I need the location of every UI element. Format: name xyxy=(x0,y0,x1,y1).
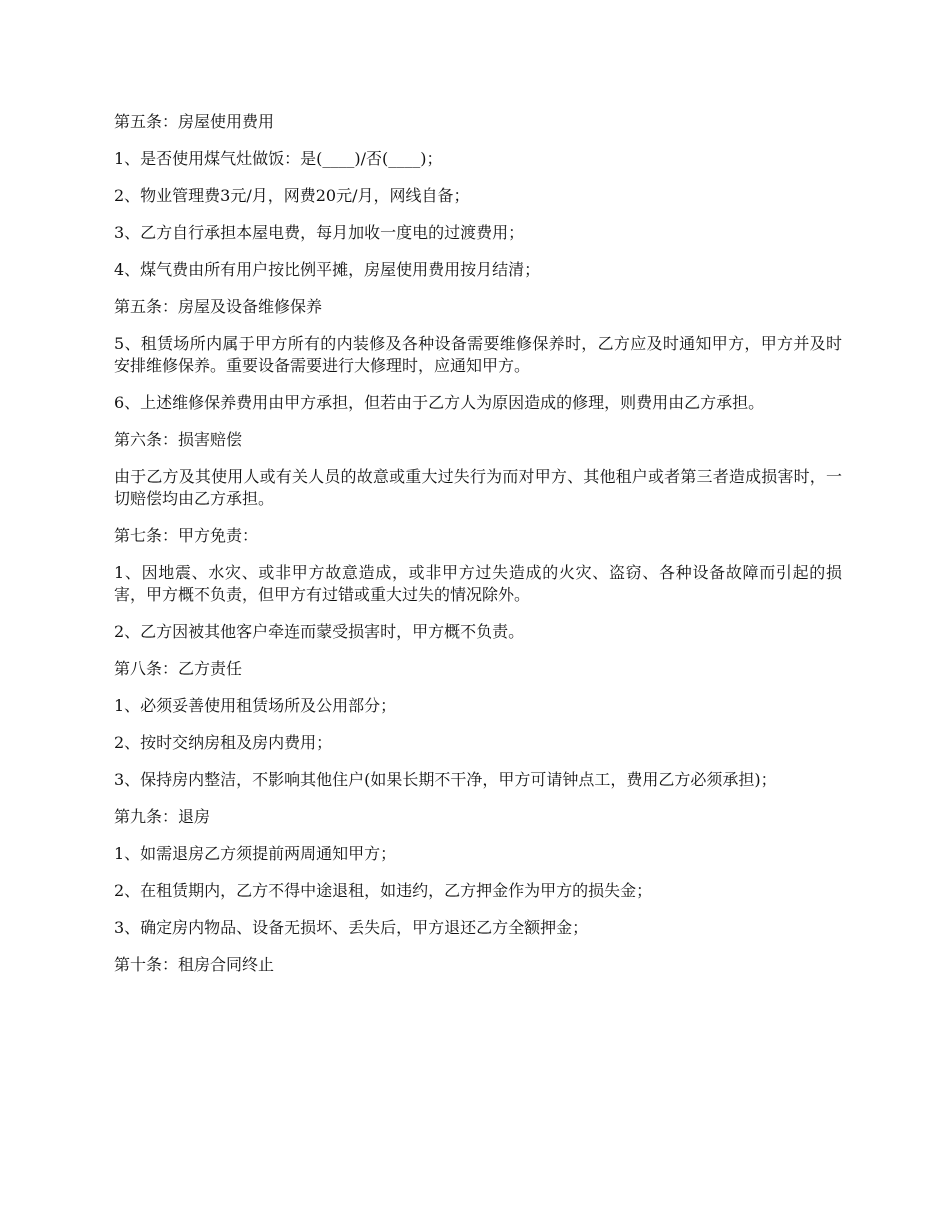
clause-item: 4、煤气费由所有用户按比例平摊，房屋使用费用按月结清； xyxy=(114,260,541,279)
clause-item: 2、乙方因被其他客户牵连而蒙受损害时，甲方概不负责。 xyxy=(114,622,525,641)
clause-item: 1、必须妥善使用租赁场所及公用部分； xyxy=(114,696,397,715)
clause-item: 1、因地震、水灾、或非甲方故意造成，或非甲方过失造成的火灾、盗窃、各种设备故障而引起的损害，甲方概不负责，但甲方有过错或重大过失的情况除外。 xyxy=(114,563,842,604)
clause-item: 3、确定房内物品、设备无损坏、丢失后，甲方退还乙方全额押金； xyxy=(114,918,589,937)
clause-item: 1、如需退房乙方须提前两周通知甲方； xyxy=(114,844,397,863)
section-heading: 第八条：乙方责任 xyxy=(114,659,243,678)
section-heading: 第五条：房屋及设备维修保养 xyxy=(114,297,323,316)
section-heading: 第九条：退房 xyxy=(114,807,211,826)
clause-item: 2、在租赁期内，乙方不得中途退租，如违约，乙方押金作为甲方的损失金； xyxy=(114,881,653,900)
document-body xyxy=(114,111,842,991)
clause-paragraph: 由于乙方及其使用人或有关人员的故意或重大过失行为而对甲方、其他租户或者第三者造成损害时，一切赔偿均由乙方承担。 xyxy=(114,467,842,508)
clause-item: 2、按时交纳房租及房内费用； xyxy=(114,733,333,752)
section-heading: 第五条：房屋使用费用 xyxy=(114,112,275,131)
section-heading: 第七条：甲方免责： xyxy=(114,526,259,545)
clause-item: 1、是否使用煤气灶做饭：是(____)/否(____)； xyxy=(114,149,443,168)
clause-item: 2、物业管理费3元/月，网费20元/月，网线自备； xyxy=(114,186,470,205)
section-heading: 第十条：租房合同终止 xyxy=(114,955,275,974)
clause-item: 6、上述维修保养费用由甲方承担，但若由于乙方人为原因造成的修理，则费用由乙方承担。 xyxy=(114,393,765,412)
clause-item: 3、乙方自行承担本屋电费，每月加收一度电的过渡费用； xyxy=(114,223,525,242)
section-heading: 第六条：损害赔偿 xyxy=(114,430,243,449)
clause-item: 5、租赁场所内属于甲方所有的内装修及各种设备需要维修保养时，乙方应及时通知甲方，甲方并及时安排维修保养。重要设备需要进行大修理时，应通知甲方。 xyxy=(114,334,842,375)
clause-item: 3、保持房内整洁，不影响其他住户(如果长期不干净，甲方可请钟点工，费用乙方必须承担)； xyxy=(114,770,777,789)
